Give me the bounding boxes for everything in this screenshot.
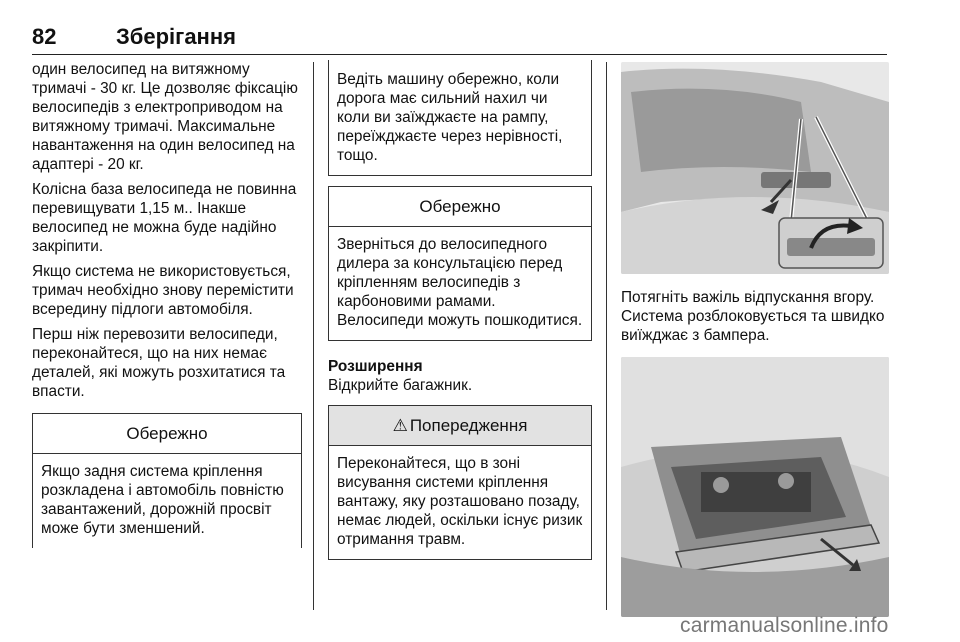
- caution-box-body: Якщо задня система кріплення розкладена і автомобіль повністю завантажений, дорожній просвіт може бути зменшений.: [41, 463, 284, 537]
- caution-box-continued-body: Ведіть машину обережно, коли дорога має сильний нахил чи коли ви заїжджаєте на рампу, переїжджаєте через нерівності, тощо.: [337, 71, 563, 164]
- caution-box: [32, 413, 302, 548]
- step-text: Відкрийте багажник.: [328, 377, 473, 394]
- warning-triangle-icon: ⚠: [392, 416, 408, 435]
- warning-box: [328, 405, 592, 560]
- subheading: Розширення: [328, 358, 423, 375]
- carrier-extended-illustration: [621, 357, 889, 617]
- column-middle: [328, 60, 592, 570]
- body-paragraph: один велосипед на витяжному тримачі - 30 кг. Це дозволяє фіксацію велосипедів з електроприводом на витяжному тримачі. Максимальне навантаження на один велосипед на адаптері - 20 кг.: [32, 61, 298, 173]
- caution-box-body: Зверніться до велосипедного дилера за консультацією перед кріпленням велосипедів з карбоновими рамами. Велосипеди можуть пошкодитися.: [337, 236, 583, 329]
- caution-box: [328, 186, 592, 341]
- watermark: carmanualsonline.info: [680, 614, 889, 637]
- caution-box-continued: [328, 60, 592, 176]
- warning-title-text: Попередження: [409, 416, 528, 435]
- page-number: 82: [32, 24, 57, 49]
- figure-caption: Потягніть важіль відпускання вгору. Система розблоковується та швидко виїжджає з бампера.: [621, 289, 885, 344]
- caution-box-title: Обережно: [33, 414, 301, 454]
- warning-box-title: [329, 406, 591, 446]
- illustration-release-lever: [621, 62, 889, 274]
- body-paragraph: Якщо система не використовується, тримач необхідно знову перемістити всередину підлоги автомобіля.: [32, 263, 294, 318]
- caution-box-title: Обережно: [329, 187, 591, 227]
- column-right: [621, 60, 889, 617]
- warning-box-body: Переконайтеся, що в зоні висування системи кріплення вантажу, яку розташовано позаду, немає людей, оскільки існує ризик отримання травм.: [337, 455, 583, 548]
- section-title: Зберігання: [116, 24, 236, 49]
- illustration-carrier-extended: [621, 357, 889, 617]
- column-divider-right: [606, 62, 607, 610]
- page-header: [32, 22, 887, 55]
- body-paragraph: Перш ніж перевозити велосипеди, переконайтеся, що на них немає деталей, які можуть розхитатися та впасти.: [32, 326, 286, 400]
- column-left: [32, 60, 302, 558]
- bumper-lever-illustration: [621, 62, 889, 274]
- column-divider-left: [313, 62, 314, 610]
- body-paragraph: Колісна база велосипеда не повинна перевищувати 1,15 м.. Інакше велосипед не можна буде надійно закріпити.: [32, 181, 297, 255]
